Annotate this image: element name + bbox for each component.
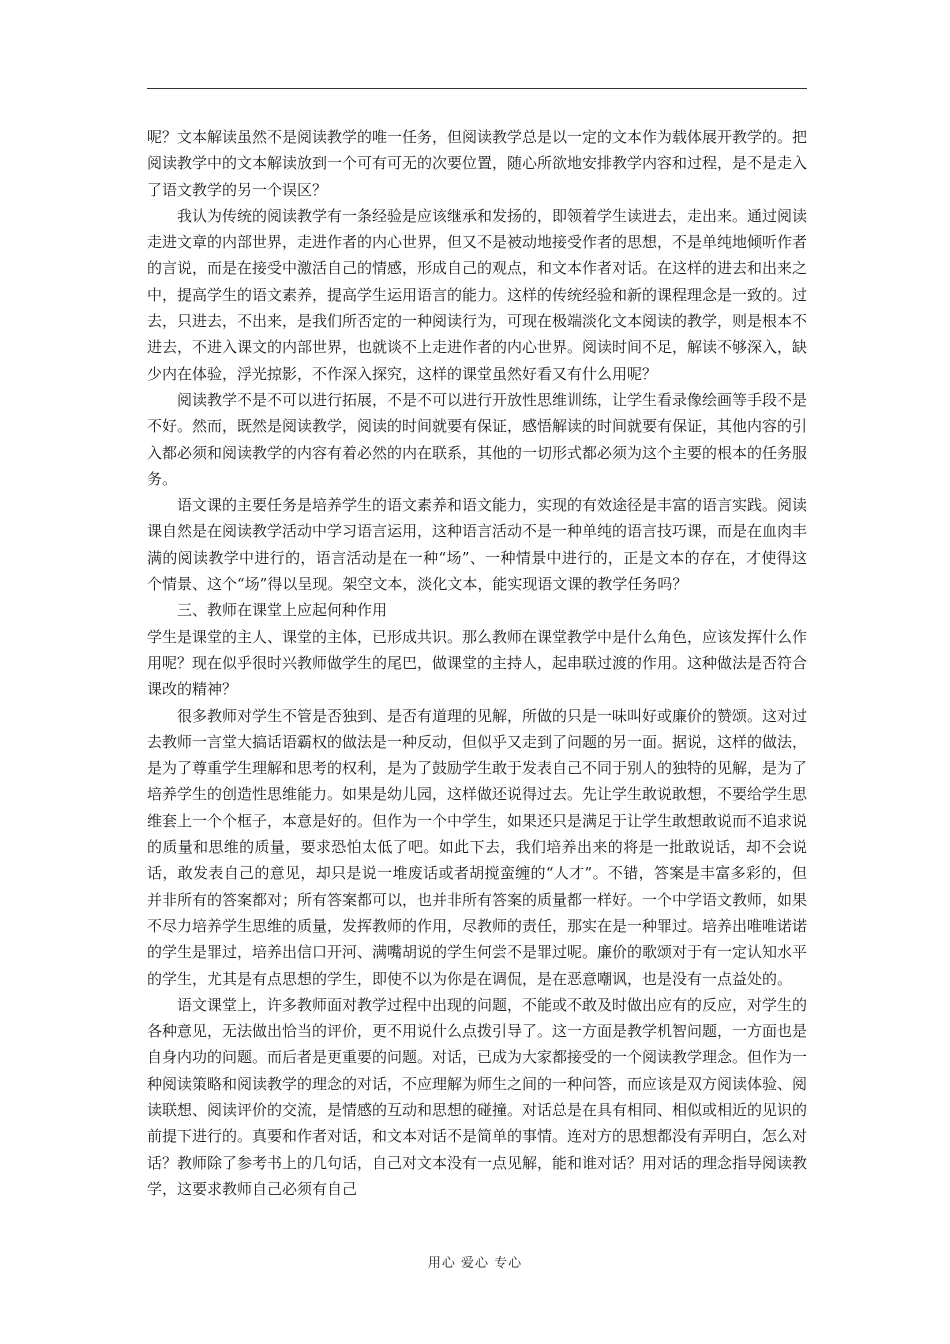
- paragraph: 我认为传统的阅读教学有一条经验是应该继承和发扬的，即领着学生读进去，走出来。通过阅读走进文章的内部世界，走进作者的内心世界，但又不是被动地接受作者的思想，不是单纯地倾听作者的言说，而是在接受中激活自己的情感，形成自己的观点，和文本作者对话。在这样的进去和出来之中，提高学生的语文素养，提高学生运用语言的能力。这样的传统经验和新的课程理念是一致的。过去，只进去，不出来，是我们所否定的一种阅读行为，可现在极端淡化文本阅读的教学，则是根本不进去，不进入课文的内部世界，也就谈不上走进作者的内心世界。阅读时间不足，解读不够深入，缺少内在体验，浮光掠影，不作深入探究，这样的课堂虽然好看又有什么用呢？: [147, 206, 808, 383]
- section-heading: 三、教师在课堂上应起何种作用: [177, 601, 388, 620]
- header-rule: [147, 88, 807, 89]
- paragraph: 阅读教学不是不可以进行拓展，不是不可以进行开放性思维训练，让学生看录像绘画等手段不是不好。然而，既然是阅读教学，阅读的时间就要有保证，感悟解读的时间就要有保证，其他内容的引入都必须和阅读教学的内容有着必然的内在联系，其他的一切形式都必须为这个主要的根本的任务服务。: [147, 390, 808, 488]
- paragraph: 呢？文本解读虽然不是阅读教学的唯一任务，但阅读教学总是以一定的文本作为载体展开教学的。把阅读教学中的文本解读放到一个可有可无的次要位置，随心所欲地安排教学内容和过程，是不是走入了语文教学的另一个误区？: [147, 128, 808, 199]
- paragraph: 学生是课堂的主人、课堂的主体，已形成共识。那么教师在课堂教学中是什么角色，应该发挥什么作用呢？现在似乎很时兴教师做学生的尾巴，做课堂的主持人，起串联过渡的作用。这种做法是否符合课改的精神？: [147, 627, 808, 699]
- page-footer: 用心 爱心 专心: [427, 1256, 523, 1271]
- paragraph: 很多教师对学生不管是否独到、是否有道理的见解，所做的只是一味叫好或廉价的赞颂。这对过去教师一言堂大搞话语霸权的做法是一种反动，但似乎又走到了问题的另一面。据说，这样的做法，是为了尊重学生理解和思考的权利，是为了鼓励学生敢于发表自己不同于别人的独特的见解，是为了培养学生的创造性思维能力。如果是幼儿园，这样做还说得过去。先让学生敢说敢想，不要给学生思维套上一个个框子，本意是好的。但作为一个中学生，如果还只是满足于让学生敢想敢说而不追求说的质量和思维的质量，要求恐怕太低了吧。如此下去，我们培养出来的将是一批敢说话，却不会说话，敢发表自己的意见，却只是说一堆废话或者胡搅蛮缠的“人才”。不错，答案是丰富多彩的，但并非所有的答案都对；所有答案都可以，也并非所有答案的质量都一样好。一个中学语文教师，如果不尽力培养学生思维的质量，发挥教师的作用，尽教师的责任，那实在是一种罪过。培养出唯唯诺诺的学生是罪过，培养出信口开河、满嘴胡说的学生何尝不是罪过呢。廉价的歌颂对于有一定认知水平的学生，尤其是有点思想的学生，即使不以为你是在调侃，是在恶意嘲讽，也是没有一点益处的。: [147, 706, 808, 988]
- paragraph: 语文课的主要任务是培养学生的语文素养和语文能力，实现的有效途径是丰富的语言实践。阅读课自然是在阅读教学活动中学习语言运用，这种语言活动不是一种单纯的语言技巧课，而是在血肉丰满的阅读教学中进行的，语言活动是在一种“场”、一种情景中进行的，正是文本的存在，才使得这个情景、这个“场”得以呈现。架空文本，淡化文本，能实现语文课的教学任务吗？: [147, 496, 808, 594]
- paragraph: 语文课堂上，许多教师面对教学过程中出现的问题，不能或不敢及时做出应有的反应，对学生的各种意见，无法做出恰当的评价，更不用说什么点拨引导了。这一方面是教学机智问题，一方面也是自身内功的问题。而后者是更重要的问题。对话，已成为大家都接受的一个阅读教学理念。但作为一种阅读策略和阅读教学的理念的对话，不应理解为师生之间的一种问答，而应该是双方阅读体验、阅读联想、阅读评价的交流，是情感的互动和思想的碰撞。对话总是在具有相同、相似或相近的见识的前提下进行的。真要和作者对话，和文本对话不是简单的事情。连对方的思想都没有弄明白，怎么对话？教师除了参考书上的几句话，自己对文本没有一点见解，能和谁对话？用对话的理念指导阅读教学，这要求教师自己必须有自己: [147, 995, 808, 1198]
- document-body: [147, 124, 807, 1202]
